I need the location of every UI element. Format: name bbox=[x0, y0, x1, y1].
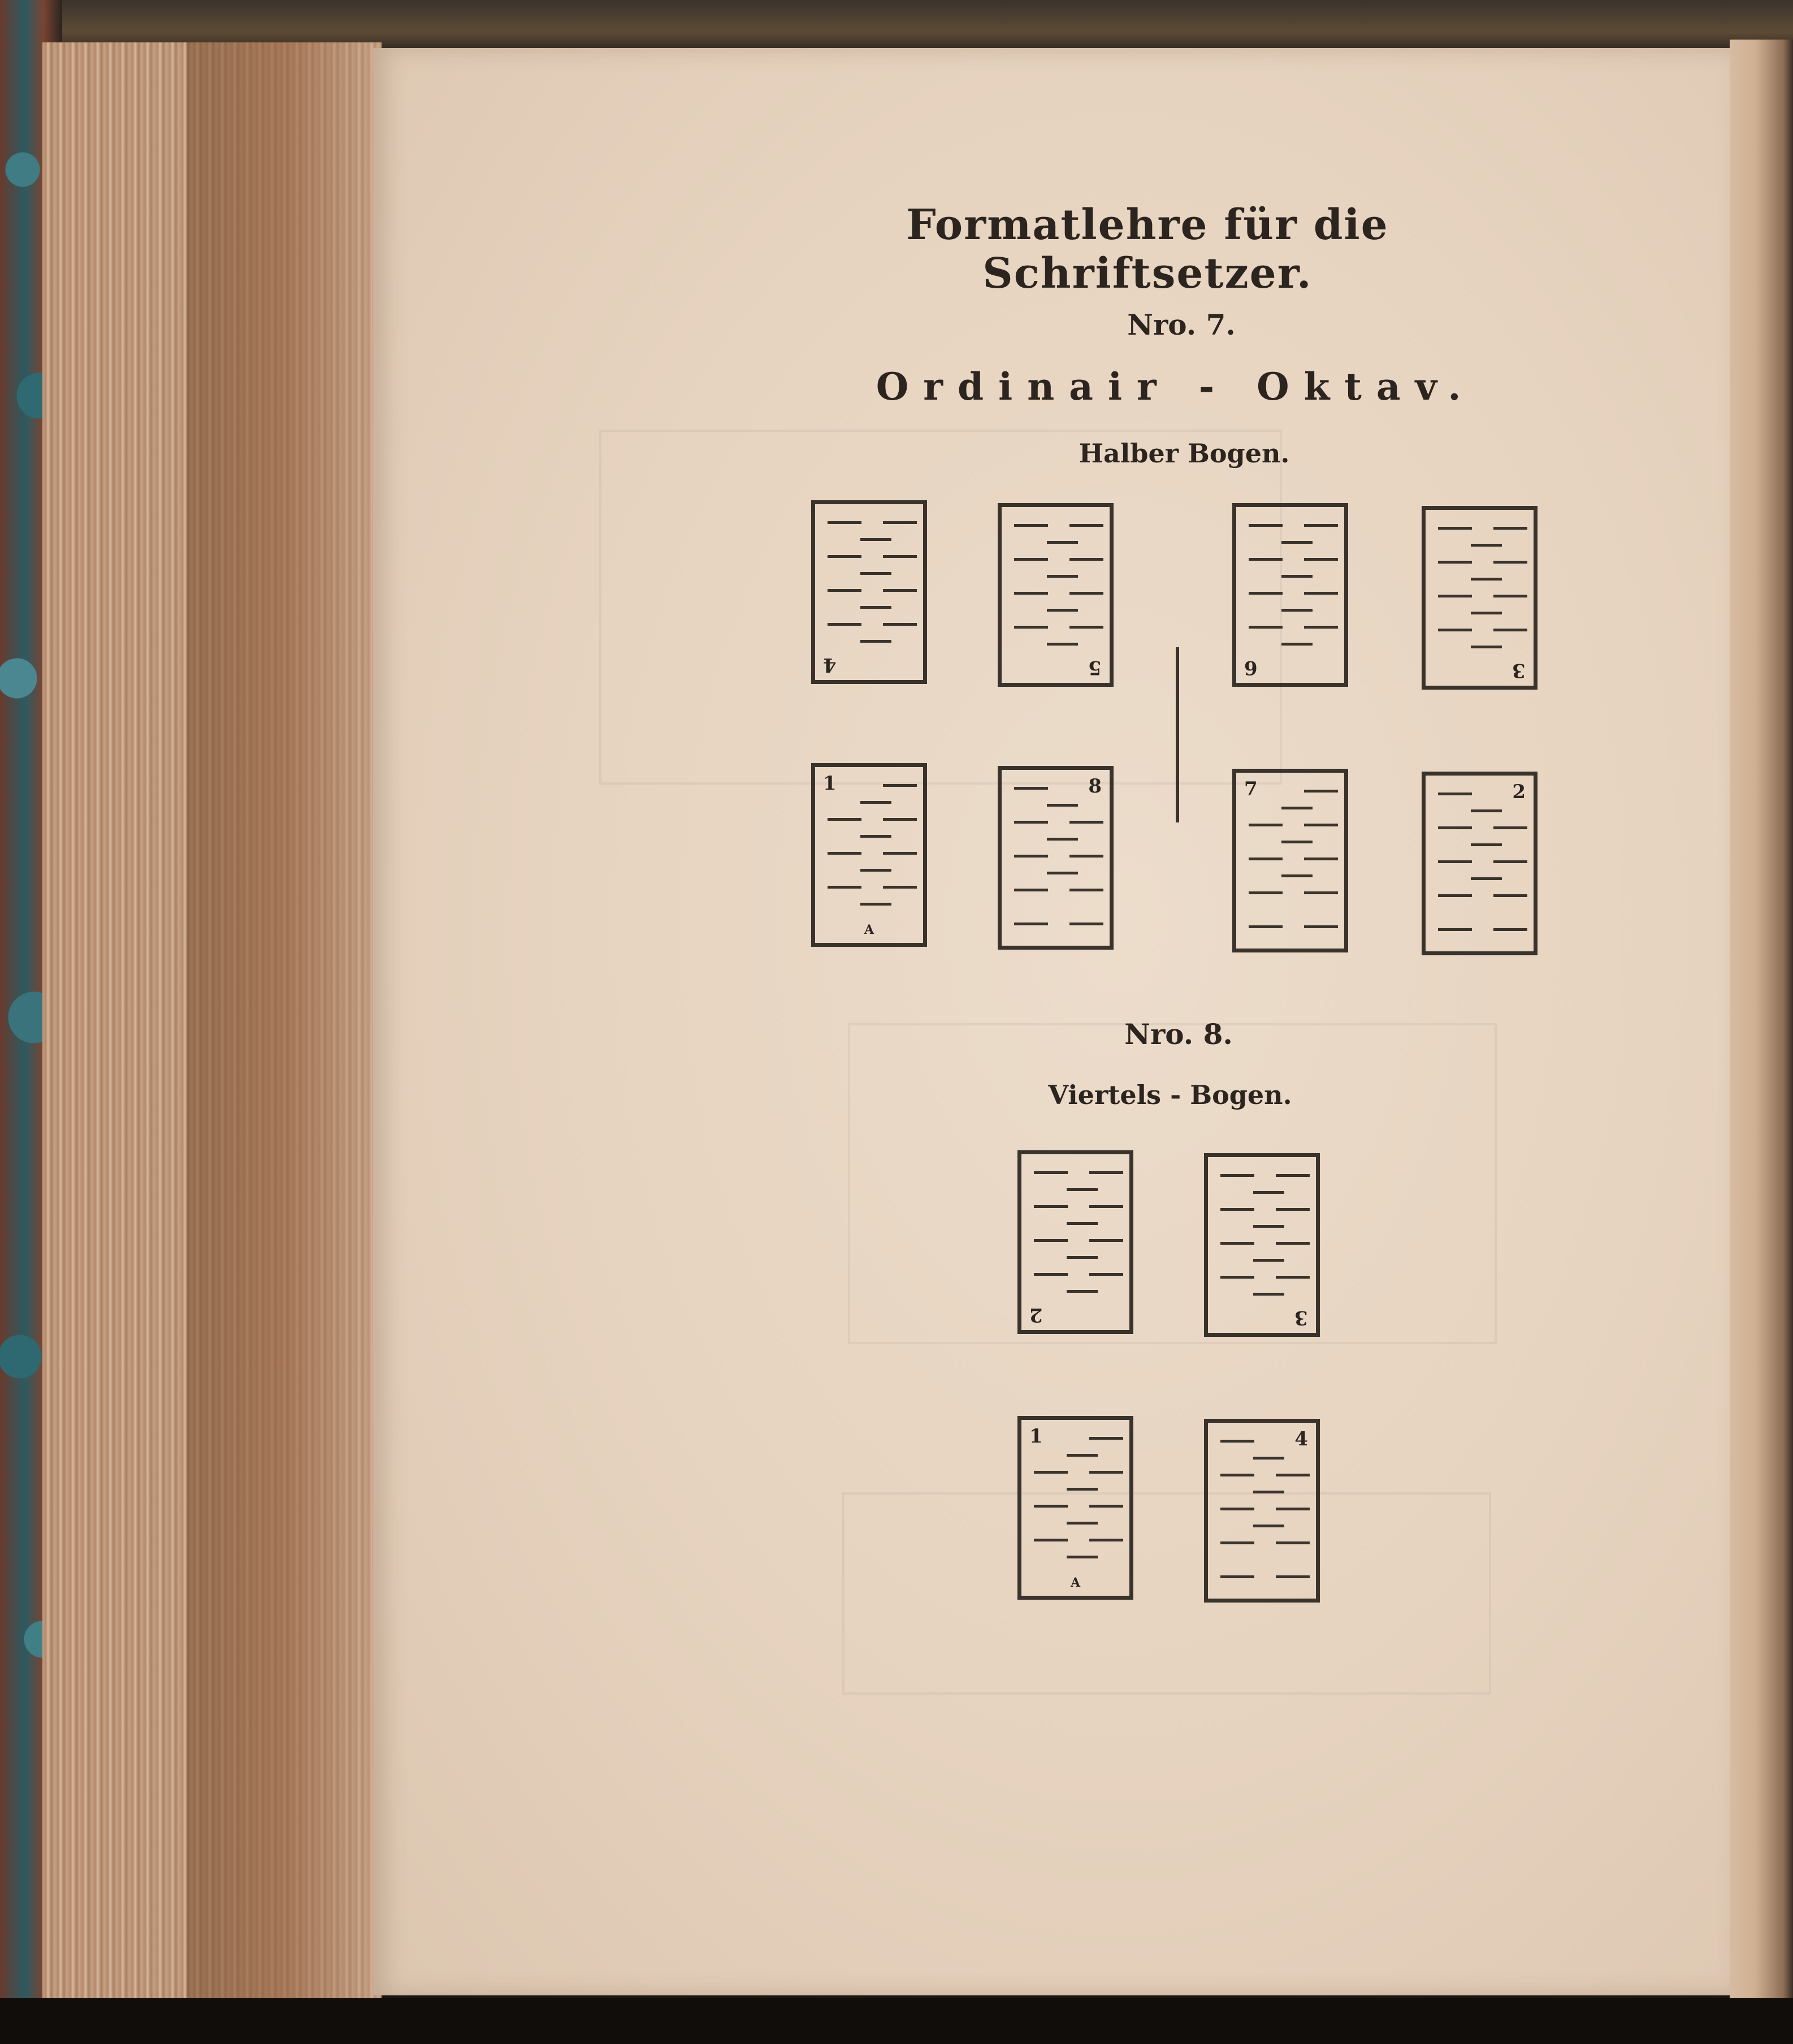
page-number: 1 bbox=[1029, 1425, 1043, 1448]
page-title: Formatlehre für die Schriftsetzer. bbox=[906, 201, 1389, 298]
gutter-shadow bbox=[187, 42, 382, 1998]
page-number: 5 bbox=[1088, 656, 1102, 679]
imposition-page-4 bbox=[1204, 1419, 1320, 1603]
imposition-page-1 bbox=[811, 763, 927, 947]
section-7-heading: Ordinair - Oktav. bbox=[876, 365, 1476, 409]
show-through-ghost bbox=[842, 1492, 1491, 1695]
imposition-page-2 bbox=[1422, 772, 1538, 955]
page-number: 6 bbox=[1244, 656, 1258, 679]
imposition-page-6 bbox=[1232, 503, 1348, 687]
page-number: 2 bbox=[1029, 1304, 1043, 1326]
page-number: 2 bbox=[1512, 781, 1526, 803]
facing-page-edge bbox=[1730, 40, 1793, 2007]
show-through-ghost bbox=[848, 1023, 1497, 1344]
imposition-page-4 bbox=[811, 500, 927, 684]
page-number: 4 bbox=[1294, 1428, 1308, 1450]
section-7-subheading: Halber Bogen. bbox=[1079, 438, 1290, 469]
page-number: 1 bbox=[823, 772, 837, 795]
signature-mark: A bbox=[1070, 1575, 1081, 1590]
page-number: 3 bbox=[1294, 1306, 1308, 1329]
scan-bottom-edge bbox=[0, 1998, 1793, 2044]
imposition-page-1 bbox=[1017, 1416, 1133, 1600]
show-through-ghost bbox=[599, 430, 1282, 785]
page-number: 3 bbox=[1512, 659, 1526, 682]
section-8-subheading: Viertels - Bogen. bbox=[1048, 1080, 1292, 1110]
fold-line bbox=[1176, 647, 1179, 822]
imposition-page-3 bbox=[1204, 1153, 1320, 1337]
section-8-label: Nro. 8. bbox=[1124, 1017, 1233, 1051]
signature-mark: A bbox=[864, 923, 874, 937]
imposition-page-3 bbox=[1422, 506, 1538, 690]
imposition-page-7 bbox=[1232, 769, 1348, 952]
imposition-page-2 bbox=[1017, 1150, 1133, 1334]
section-7-label: Nro. 7. bbox=[1127, 308, 1236, 341]
page-number: 7 bbox=[1244, 778, 1258, 800]
imposition-page-8 bbox=[998, 766, 1114, 950]
page-number: 4 bbox=[823, 653, 837, 676]
page-number: 8 bbox=[1088, 775, 1102, 798]
imposition-page-5 bbox=[998, 503, 1114, 687]
